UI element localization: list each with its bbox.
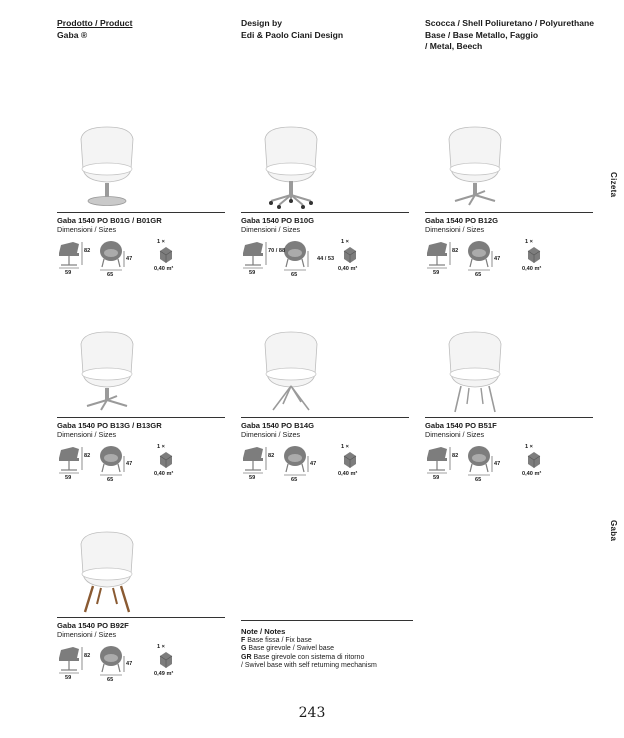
height-value: 70 / 88 bbox=[268, 248, 286, 254]
depth-value: 65 bbox=[107, 677, 114, 683]
note-text: Base fissa / Fix base bbox=[247, 637, 312, 644]
dimension-drawings bbox=[57, 644, 225, 692]
package-volume: 0,40 m³ bbox=[338, 471, 358, 477]
seat-height-value: 47 bbox=[494, 461, 501, 467]
material-header bbox=[425, 18, 594, 53]
front-view-icon bbox=[284, 241, 308, 270]
package-icon bbox=[528, 247, 540, 263]
depth-value: 65 bbox=[291, 477, 298, 483]
package-icon bbox=[160, 452, 172, 468]
dimension-drawings bbox=[57, 239, 225, 287]
width-value: 59 bbox=[65, 270, 72, 276]
material-line-2: Base / Base Metallo, Faggio bbox=[425, 29, 539, 40]
seat-height-value: 47 bbox=[494, 256, 501, 262]
side-view-icon bbox=[427, 242, 450, 268]
seat-height-value: 47 bbox=[126, 256, 133, 262]
product-code: Gaba 1540 PO B92F bbox=[57, 621, 129, 630]
note-fixed-base bbox=[241, 637, 413, 645]
design-label: Design by bbox=[241, 18, 283, 28]
front-view-icon bbox=[468, 446, 492, 475]
card-rule bbox=[425, 417, 593, 418]
dimension-diagram bbox=[241, 239, 409, 287]
seat-height-value: 44 / 53 bbox=[317, 256, 335, 262]
card-rule bbox=[241, 212, 409, 213]
dimensions-label: Dimensioni / Sizes bbox=[57, 225, 117, 234]
chair-photo bbox=[241, 330, 341, 414]
seat-height-value: 47 bbox=[126, 461, 133, 467]
product-card[interactable] bbox=[57, 530, 225, 700]
card-rule bbox=[57, 617, 225, 618]
dimensions-label: Dimensioni / Sizes bbox=[241, 225, 301, 234]
seat-height-value: 47 bbox=[126, 661, 133, 667]
chair-photo bbox=[57, 330, 157, 414]
chair-photo bbox=[57, 125, 157, 209]
height-value: 82 bbox=[84, 453, 91, 459]
notes-rule bbox=[241, 620, 413, 621]
page-number: 243 bbox=[298, 705, 326, 721]
card-rule bbox=[57, 212, 225, 213]
product-card[interactable] bbox=[57, 125, 225, 295]
side-view-icon bbox=[427, 447, 450, 473]
dimension-diagram bbox=[57, 644, 225, 692]
side-view-icon bbox=[243, 447, 266, 473]
width-value: 59 bbox=[249, 270, 256, 276]
package-icon bbox=[344, 247, 356, 263]
dimension-drawings bbox=[241, 239, 409, 287]
side-view-icon bbox=[243, 242, 266, 268]
front-view-icon bbox=[468, 241, 492, 270]
dimensions-label: Dimensioni / Sizes bbox=[425, 225, 485, 234]
product-code: Gaba 1540 PO B14G bbox=[241, 421, 315, 430]
height-value: 82 bbox=[452, 453, 459, 459]
package-icon bbox=[160, 652, 172, 668]
note-code: G bbox=[241, 645, 247, 653]
front-view-icon bbox=[284, 446, 308, 475]
package-volume: 0,40 m³ bbox=[522, 266, 542, 272]
front-view-icon bbox=[100, 646, 124, 675]
dimension-drawings bbox=[241, 444, 409, 492]
width-value: 59 bbox=[433, 270, 440, 276]
product-label: Prodotto / Product bbox=[57, 18, 133, 28]
seat-height-value: 47 bbox=[310, 461, 317, 467]
dimensions-label: Dimensioni / Sizes bbox=[425, 430, 485, 439]
note-swivel-base bbox=[241, 645, 413, 653]
width-value: 59 bbox=[65, 475, 72, 481]
depth-value: 65 bbox=[107, 477, 114, 483]
depth-value: 65 bbox=[107, 272, 114, 278]
package-quantity: 1 × bbox=[341, 444, 349, 450]
side-tab-cizeta[interactable]: Cizeta bbox=[609, 172, 618, 198]
package-quantity: 1 × bbox=[525, 239, 533, 245]
material-line-3: / Metal, Beech bbox=[425, 41, 483, 51]
product-code: Gaba 1540 PO B10G bbox=[241, 216, 315, 225]
side-tab-gaba[interactable]: Gaba bbox=[609, 520, 618, 542]
card-rule bbox=[57, 417, 225, 418]
product-name: Gaba ® bbox=[57, 29, 88, 40]
product-code: Gaba 1540 PO B51F bbox=[425, 421, 497, 430]
height-value: 82 bbox=[268, 453, 275, 459]
height-value: 82 bbox=[452, 248, 459, 254]
note-return-base-en: / Swivel base with self returning mechanism bbox=[241, 662, 377, 670]
package-quantity: 1 × bbox=[341, 239, 349, 245]
material-line-1: Scocca / Shell Poliuretano / Polyurethane bbox=[425, 18, 595, 28]
width-value: 59 bbox=[249, 475, 256, 481]
note-text: Base girevole con sistema di ritorno bbox=[253, 653, 365, 661]
side-view-icon bbox=[59, 242, 82, 268]
dimension-diagram bbox=[57, 444, 225, 492]
note-code: GR bbox=[241, 653, 252, 661]
chair-photo bbox=[425, 330, 525, 414]
dimensions-label: Dimensioni / Sizes bbox=[57, 630, 117, 639]
front-view-icon bbox=[100, 446, 124, 475]
designer-name: Edi & Paolo Ciani Design bbox=[241, 29, 344, 40]
chair-photo bbox=[241, 125, 341, 209]
package-quantity: 1 × bbox=[525, 444, 533, 450]
package-volume: 0,49 m³ bbox=[154, 671, 174, 677]
chair-photo bbox=[57, 530, 157, 614]
notes-section bbox=[241, 620, 413, 671]
height-value: 82 bbox=[84, 248, 91, 254]
product-header bbox=[57, 18, 132, 41]
note-text: Base girevole / Swivel base bbox=[248, 645, 335, 653]
product-card[interactable] bbox=[425, 125, 593, 295]
package-quantity: 1 × bbox=[157, 239, 165, 245]
design-header bbox=[241, 18, 343, 41]
height-value: 82 bbox=[84, 653, 91, 659]
product-code: Gaba 1540 PO B01G / B01GR bbox=[57, 216, 162, 225]
chair-photo bbox=[425, 125, 525, 209]
dimension-diagram bbox=[57, 239, 225, 287]
note-code: F bbox=[241, 637, 246, 644]
dimension-diagram bbox=[241, 444, 409, 492]
package-icon bbox=[160, 247, 172, 263]
side-view-icon bbox=[59, 447, 82, 473]
package-quantity: 1 × bbox=[157, 644, 165, 650]
package-volume: 0,40 m³ bbox=[154, 266, 174, 272]
product-code: Gaba 1540 PO B13G / B13GR bbox=[57, 421, 162, 430]
width-value: 59 bbox=[65, 675, 72, 681]
dimensions-label: Dimensioni / Sizes bbox=[57, 430, 117, 439]
notes-title: Note / Notes bbox=[241, 627, 286, 636]
product-card[interactable] bbox=[425, 330, 593, 500]
depth-value: 65 bbox=[475, 272, 482, 278]
product-card[interactable] bbox=[241, 125, 409, 295]
product-code: Gaba 1540 PO B12G bbox=[425, 216, 499, 225]
package-volume: 0,40 m³ bbox=[338, 266, 358, 272]
width-value: 59 bbox=[433, 475, 440, 481]
product-card[interactable] bbox=[57, 330, 225, 500]
dimension-diagram bbox=[425, 239, 593, 287]
package-volume: 0,40 m³ bbox=[522, 471, 542, 477]
product-card[interactable] bbox=[241, 330, 409, 500]
note-return-base bbox=[241, 654, 413, 662]
depth-value: 65 bbox=[291, 272, 298, 278]
package-volume: 0,40 m³ bbox=[154, 471, 174, 477]
card-rule bbox=[425, 212, 593, 213]
dimension-diagram bbox=[425, 444, 593, 492]
dimension-drawings bbox=[57, 444, 225, 492]
package-icon bbox=[344, 452, 356, 468]
depth-value: 65 bbox=[475, 477, 482, 483]
dimension-drawings bbox=[425, 239, 593, 287]
front-view-icon bbox=[100, 241, 124, 270]
dimensions-label: Dimensioni / Sizes bbox=[241, 430, 301, 439]
dimension-drawings bbox=[425, 444, 593, 492]
package-icon bbox=[528, 452, 540, 468]
card-rule bbox=[241, 417, 409, 418]
side-view-icon bbox=[59, 647, 82, 673]
package-quantity: 1 × bbox=[157, 444, 165, 450]
